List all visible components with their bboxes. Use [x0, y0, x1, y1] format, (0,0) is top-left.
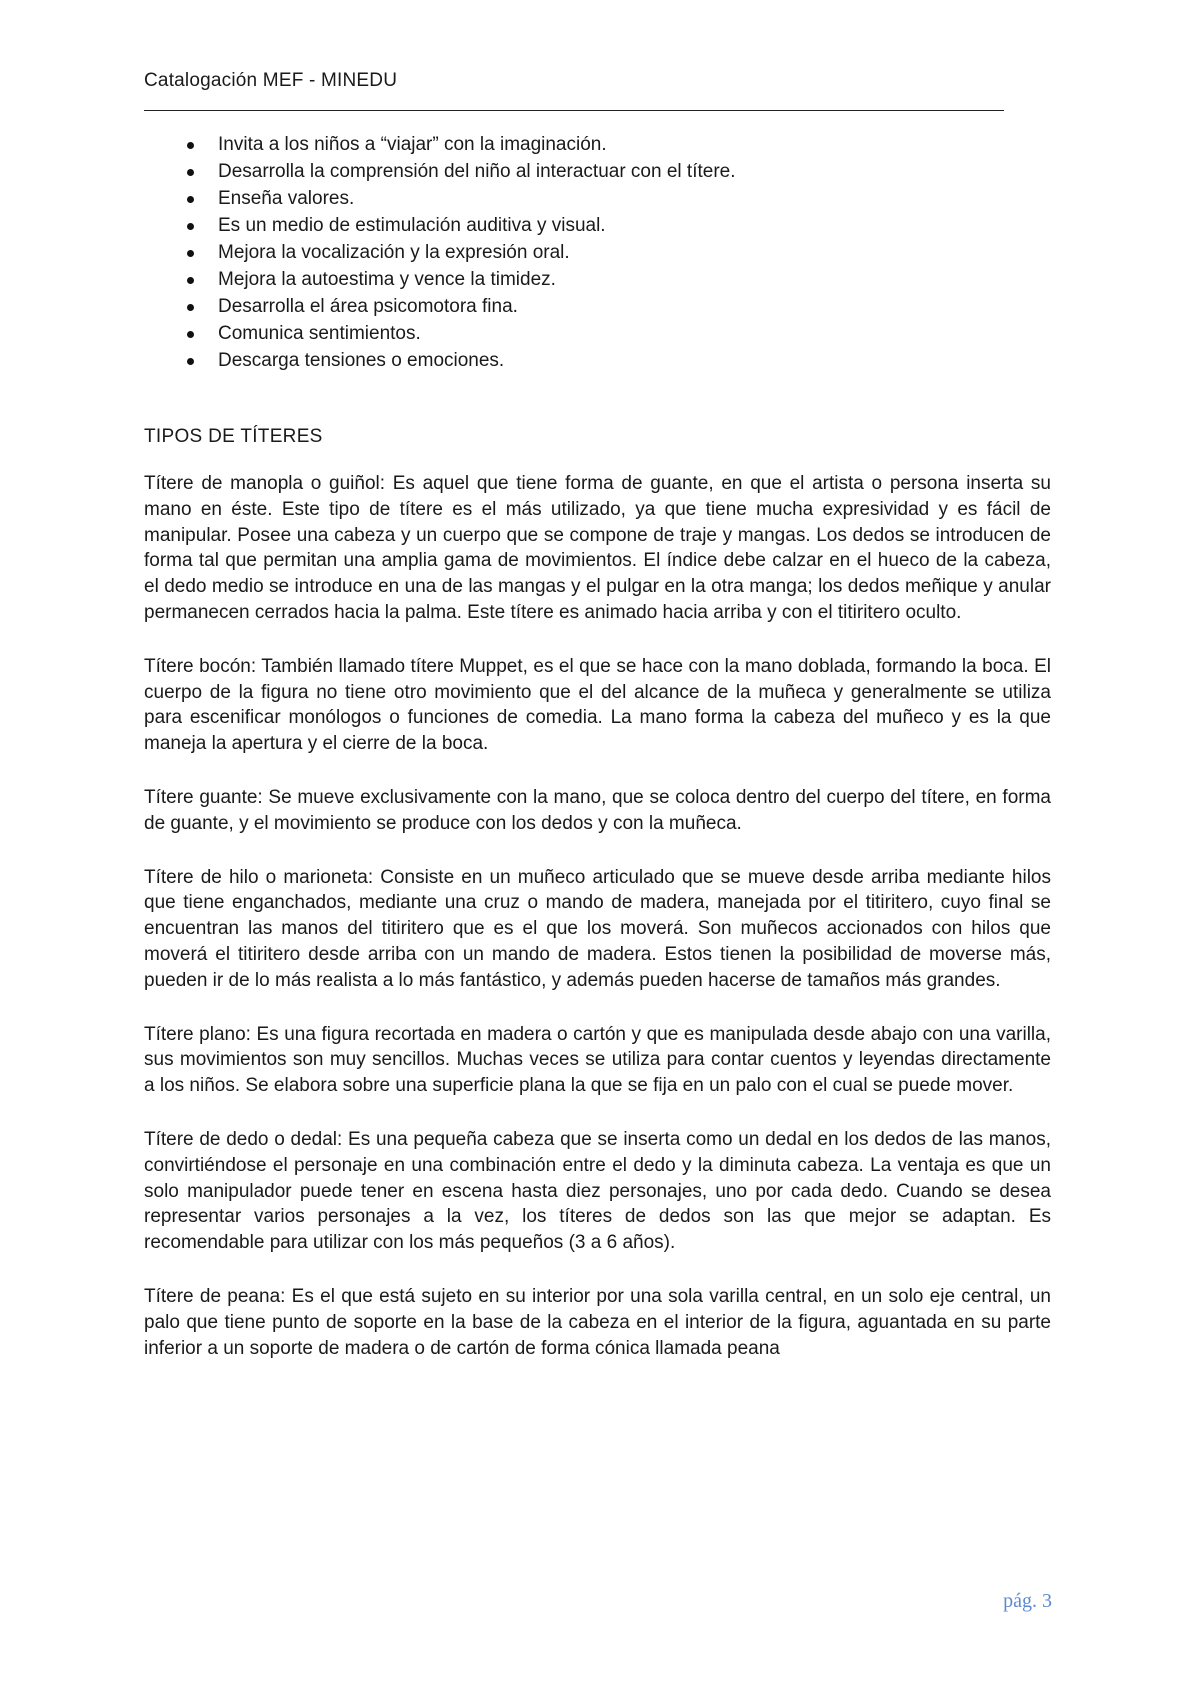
header-title: Catalogación MEF - MINEDU — [144, 70, 398, 91]
list-item-text: Es un medio de estimulación auditiva y visual. — [218, 215, 606, 236]
bullet-icon — [187, 142, 194, 149]
list-item — [144, 185, 1044, 212]
section-heading: TIPOS DE TÍTERES — [144, 426, 323, 447]
list-item — [144, 320, 1044, 347]
bullet-icon — [187, 223, 194, 230]
list-item — [144, 239, 1044, 266]
list-item-text: Mejora la vocalización y la expresión oral. — [218, 242, 570, 263]
paragraph-guante: Títere guante: Se mueve exclusivamente con la mano, que se coloca dentro del cuerpo del títere, en forma de guante, y el movimiento se produce con los dedos y con la muñeca. — [144, 786, 1051, 834]
list-item — [144, 266, 1044, 293]
list-item-text: Descarga tensiones o emociones. — [218, 350, 505, 371]
page-number: pág. 3 — [1003, 1590, 1052, 1612]
paragraph-marioneta: Títere de hilo o marioneta: Consiste en un muñeco articulado que se mueve desde arriba mediante hilos que tiene enganchados, mediante una cruz o mando de madera, manejada por el titiritero, cuyo final se encuentran las manos del titiritero que es el que los moverá. Son muñecos accionados con hilos que moverá el titiritero desde arriba con un mando de madera. Estos tienen la posibilidad de moverse más, pueden ir de lo más realista a lo más fantástico, y además pueden hacerse de tamaños más grandes. — [144, 866, 1051, 991]
bullet-icon — [187, 331, 194, 338]
bullet-icon — [187, 304, 194, 311]
header-divider — [144, 110, 1004, 111]
paragraph-plano: Títere plano: Es una figura recortada en madera o cartón y que es manipulada desde abajo con una varilla, sus movimientos son muy sencillos. Muchas veces se utiliza para contar cuentos y leyendas directamente a los niños. Se elabora sobre una superficie plana la que se fija en un palo con el cual se puede mover. — [144, 1023, 1051, 1097]
list-item-text: Comunica sentimientos. — [218, 323, 421, 344]
list-item-text: Enseña valores. — [218, 188, 355, 209]
bullet-icon — [187, 358, 194, 365]
list-item-text: Mejora la autoestima y vence la timidez. — [218, 269, 556, 290]
list-item-text: Desarrolla la comprensión del niño al interactuar con el títere. — [218, 161, 736, 182]
paragraph-bocon: Títere bocón: También llamado títere Muppet, es el que se hace con la mano doblada, formando la boca. El cuerpo de la figura no tiene otro movimiento que el del alcance de la muñeca y generalmente se utiliza para escenificar monólogos o funciones de comedia. La mano forma la cabeza del muñeco y es la que maneja la apertura y el cierre de la boca. — [144, 655, 1051, 755]
bullet-icon — [187, 250, 194, 257]
body-text — [144, 471, 1051, 1361]
list-item-text: Desarrolla el área psicomotora fina. — [218, 296, 518, 317]
paragraph-dedal: Títere de dedo o dedal: Es una pequeña cabeza que se inserta como un dedal en los dedos de las manos, convirtiéndose el personaje en una combinación entre el dedo y la diminuta cabeza. La ventaja es que un solo manipulador puede tener en escena hasta diez personajes, uno por cada dedo. Cuando se desea representar varios personajes a la vez, los títeres de dedos son las que mejor se adaptan. Es recomendable para utilizar con los más pequeños (3 a 6 años). — [144, 1128, 1051, 1254]
paragraph-manopla: Títere de manopla o guiñol: Es aquel que tiene forma de guante, en que el artista o persona inserta su mano en éste. Este tipo de títere es el más utilizado, ya que tiene mucha expresividad y es fácil de manipular. Posee una cabeza y un cuerpo que se compone de traje y mangas. Los dedos se introducen de forma tal que permitan una amplia gama de movimientos. El índice debe calzar en el hueco de la cabeza, el dedo medio se introduce en una de las mangas y el pulgar en la otra manga; los dedos meñique y anular permanecen cerrados hacia la palma. Este títere es animado hacia arriba y con el titiritero oculto. — [144, 473, 1051, 623]
list-item — [144, 158, 1044, 185]
bullet-icon — [187, 196, 194, 203]
list-item — [144, 131, 1044, 158]
list-item-text: Invita a los niños a “viajar” con la imaginación. — [218, 134, 607, 155]
paragraph-peana: Títere de peana: Es el que está sujeto en su interior por una sola varilla central, en un solo eje central, un palo que tiene punto de soporte en la base de la cabeza en el interior de la figura, aguantada en su parte inferior a un soporte de madera o de cartón de forma cónica llamada peana — [144, 1285, 1051, 1359]
list-item — [144, 293, 1044, 320]
list-item — [144, 212, 1044, 239]
list-item — [144, 347, 1044, 374]
bullet-icon — [187, 169, 194, 176]
benefits-list — [144, 131, 1044, 374]
bullet-icon — [187, 277, 194, 284]
